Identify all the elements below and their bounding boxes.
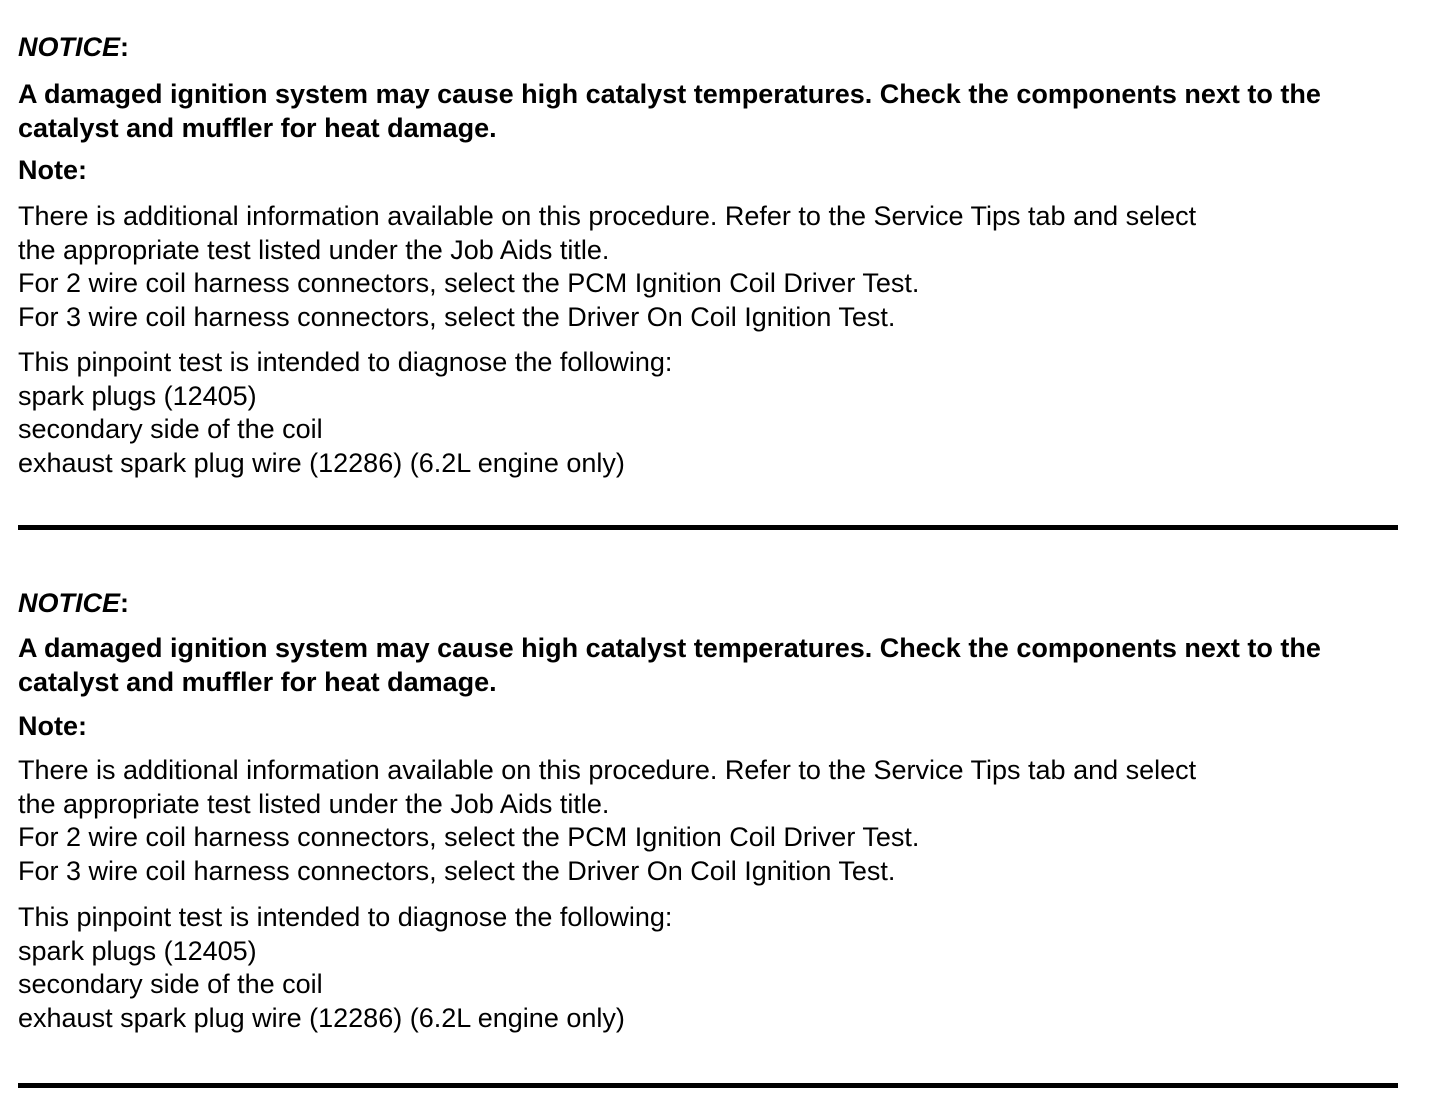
- diagnose-paragraph: [18, 901, 1398, 1035]
- diagnose-line: secondary side of the coil: [18, 414, 323, 444]
- note-line: the appropriate test listed under the Job Aids title.: [18, 234, 610, 265]
- notice-heading: [18, 587, 129, 620]
- notice-colon: :: [120, 32, 130, 62]
- note-paragraph: [18, 200, 1398, 334]
- notice-text: A damaged ignition system may cause high catalyst temperatures. Check the components next to the catalyst and muffler for heat damage.: [18, 79, 1321, 143]
- diagnose-line: secondary side of the coil: [18, 969, 323, 999]
- diagnose-line: spark plugs (12405): [18, 380, 257, 411]
- section-divider: [18, 1083, 1398, 1088]
- diagnose-line: This pinpoint test is intended to diagnose the following:: [18, 902, 673, 932]
- diagnose-line: This pinpoint test is intended to diagnose the following:: [18, 347, 673, 377]
- note-label: Note:: [18, 711, 87, 741]
- notice-colon: :: [120, 588, 130, 618]
- note-paragraph: [18, 754, 1398, 888]
- note-line: For 2 wire coil harness connectors, select the PCM Ignition Coil Driver Test.: [18, 822, 920, 852]
- note-line: There is additional information available on this procedure. Refer to the Service Tips tab and select: [18, 755, 1197, 785]
- notice-label: NOTICE: [18, 32, 121, 62]
- notice-section-1: [18, 0, 1398, 540]
- notice-label: NOTICE: [18, 588, 121, 618]
- diagnose-line: spark plugs (12405): [18, 935, 257, 966]
- notice-text: A damaged ignition system may cause high catalyst temperatures. Check the components next to the catalyst and muffler for heat damage.: [18, 633, 1321, 697]
- note-label: Note:: [18, 155, 87, 185]
- note-line: For 3 wire coil harness connectors, select the Driver On Coil Ignition Test.: [18, 855, 896, 886]
- notice-heading: [18, 31, 129, 64]
- note-line: There is additional information available on this procedure. Refer to the Service Tips tab and select: [18, 201, 1197, 231]
- diagnose-line: exhaust spark plug wire (12286) (6.2L engine only): [18, 1002, 625, 1033]
- note-line: For 2 wire coil harness connectors, select the PCM Ignition Coil Driver Test.: [18, 268, 920, 298]
- diagnose-line: exhaust spark plug wire (12286) (6.2L engine only): [18, 447, 625, 478]
- note-line: the appropriate test listed under the Job Aids title.: [18, 788, 610, 819]
- note-line: For 3 wire coil harness connectors, select the Driver On Coil Ignition Test.: [18, 301, 896, 332]
- section-divider: [18, 525, 1398, 530]
- diagnose-paragraph: [18, 346, 1398, 480]
- notice-section-2: [18, 556, 1398, 1096]
